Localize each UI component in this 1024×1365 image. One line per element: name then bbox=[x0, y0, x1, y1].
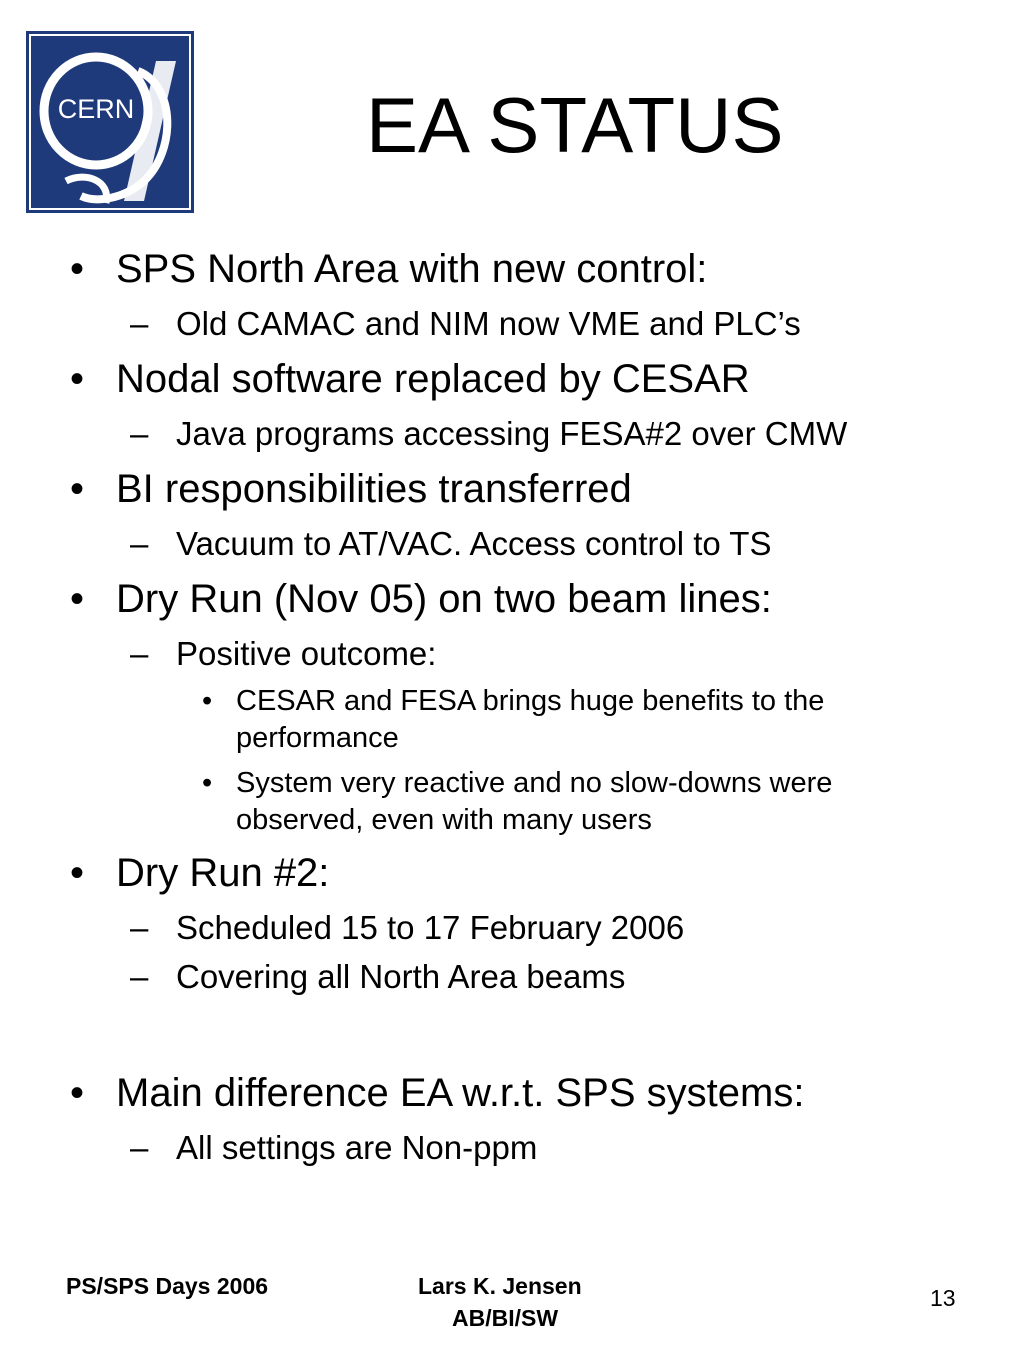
bullet-item bbox=[70, 466, 632, 512]
cern-logo bbox=[26, 31, 194, 213]
sub-sub-bullet-item bbox=[202, 765, 833, 801]
sub-bullet-text: Vacuum to AT/VAC. Access control to TS bbox=[176, 525, 772, 562]
bullet-text: Main difference EA w.r.t. SPS systems: bbox=[116, 1071, 805, 1115]
dash-marker: – bbox=[130, 909, 149, 946]
dash-marker: – bbox=[130, 958, 149, 995]
sub-sub-bullet-item bbox=[202, 683, 825, 719]
sub-sub-bullet-text: CESAR and FESA brings huge benefits to the bbox=[236, 685, 825, 717]
sub-bullet-text: Java programs accessing FESA#2 over CMW bbox=[176, 415, 848, 452]
slide-title: EA STATUS bbox=[366, 81, 784, 169]
cern-logo-text: CERN bbox=[57, 94, 135, 124]
bullet-text: BI responsibilities transferred bbox=[116, 467, 632, 511]
footer-author: Lars K. Jensen bbox=[418, 1273, 582, 1299]
sub-bullet-item bbox=[130, 635, 437, 673]
sub-sub-bullet-continuation bbox=[236, 720, 399, 756]
sub-sub-bullet-text: System very reactive and no slow-downs were bbox=[236, 767, 833, 799]
sub-bullet-text: Positive outcome: bbox=[176, 635, 437, 672]
dash-marker: – bbox=[130, 635, 149, 672]
sub-bullet-text: All settings are Non-ppm bbox=[176, 1129, 538, 1166]
bullet-marker: • bbox=[70, 247, 85, 291]
bullet-marker: • bbox=[70, 851, 85, 895]
bullet-marker: • bbox=[70, 357, 85, 401]
bullet-text: Dry Run (Nov 05) on two beam lines: bbox=[116, 577, 772, 621]
bullet-item bbox=[70, 246, 708, 292]
sub-bullet-text: Covering all North Area beams bbox=[176, 958, 626, 995]
bullet-text: SPS North Area with new control: bbox=[116, 247, 708, 291]
dash-marker: – bbox=[130, 305, 149, 342]
sub-bullet-item bbox=[130, 305, 801, 343]
bullet-marker: • bbox=[202, 767, 213, 799]
bullet-text: Dry Run #2: bbox=[116, 851, 330, 895]
bullet-marker: • bbox=[70, 1071, 85, 1115]
sub-bullet-item bbox=[130, 958, 626, 996]
sub-sub-bullet-text: observed, even with many users bbox=[236, 804, 652, 836]
bullet-item bbox=[70, 356, 750, 402]
footer-event: PS/SPS Days 2006 bbox=[66, 1273, 269, 1299]
footer-group: AB/BI/SW bbox=[452, 1305, 559, 1331]
bullet-item bbox=[70, 576, 772, 622]
bullet-item bbox=[70, 1070, 805, 1116]
bullet-text: Nodal software replaced by CESAR bbox=[116, 357, 750, 401]
sub-bullet-item bbox=[130, 909, 685, 947]
bullet-item bbox=[70, 850, 330, 896]
bullet-marker: • bbox=[202, 685, 213, 717]
dash-marker: – bbox=[130, 1129, 149, 1166]
sub-bullet-text: Old CAMAC and NIM now VME and PLC’s bbox=[176, 305, 801, 342]
sub-sub-bullet-text: performance bbox=[236, 722, 399, 754]
sub-bullet-item bbox=[130, 415, 848, 453]
bullet-marker: • bbox=[70, 577, 85, 621]
dash-marker: – bbox=[130, 525, 149, 562]
sub-bullet-text: Scheduled 15 to 17 February 2006 bbox=[176, 909, 685, 946]
cern-logo-graphic bbox=[26, 31, 194, 213]
page-number: 13 bbox=[930, 1285, 956, 1311]
dash-marker: – bbox=[130, 415, 149, 452]
bullet-marker: • bbox=[70, 467, 85, 511]
sub-sub-bullet-continuation bbox=[236, 802, 652, 838]
sub-bullet-item bbox=[130, 525, 772, 563]
sub-bullet-item bbox=[130, 1129, 538, 1167]
